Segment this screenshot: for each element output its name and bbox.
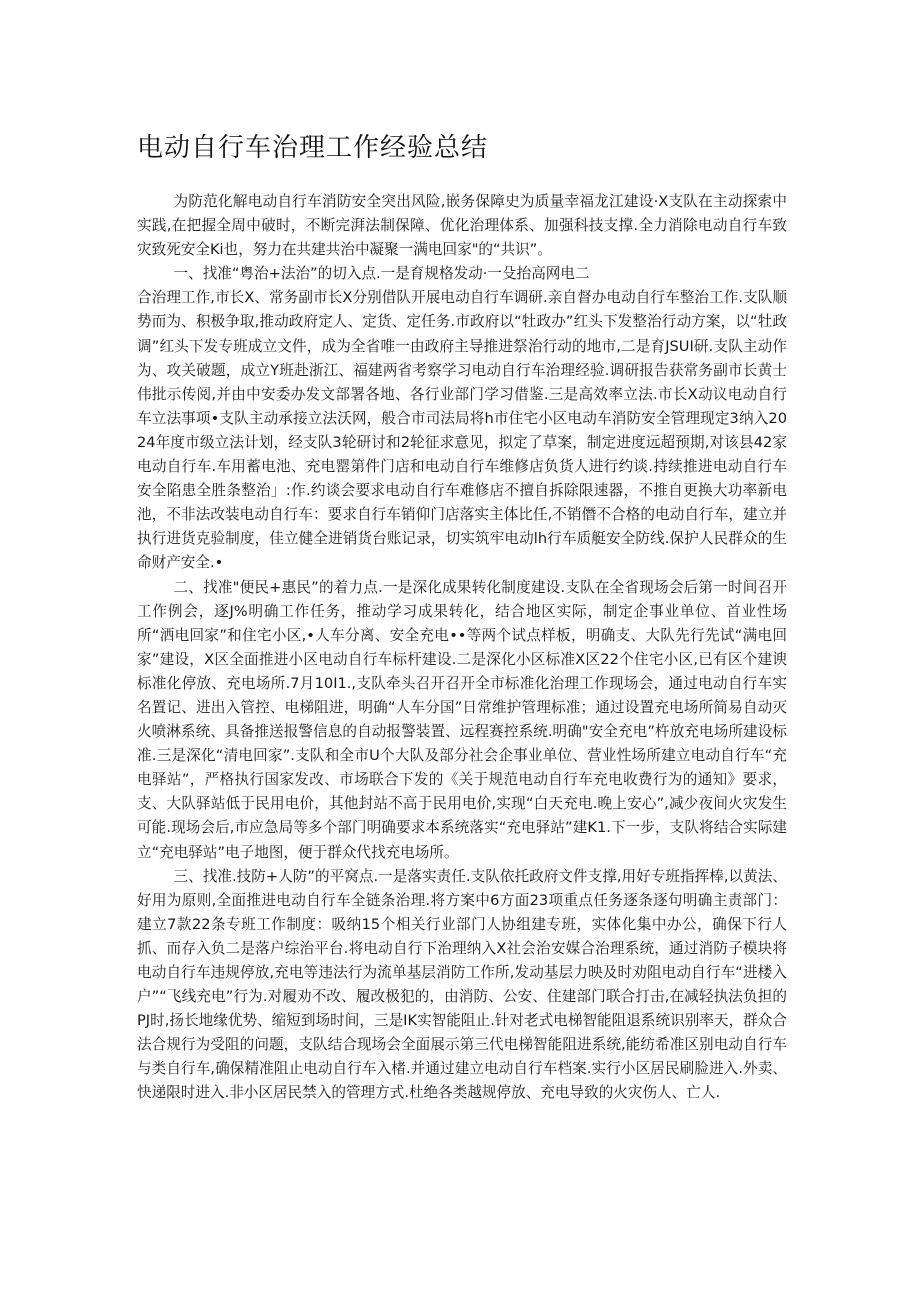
document-title: 电动自行车治理工作经验总结 — [137, 133, 489, 163]
paragraph-section-1-body: 合治理工作,市长X、常务副市长X分别借队开展电动自行车调研.亲自督办电动自行车整治工作.支队顺势而为、积极争取,推动政府定人、定货、定任务.市政府以“牡政办”红头下发整治行动方案，以“牡政调”红头下发专班成立文件，成为全省唯一由政府主导推进祭治行动的地市,二是育JSUI研.支队主动作为、攻关破题，成立Y班赴浙江、福建两省考察学习电动自行车治理经验.调研报告获常务副市长黄士伟批示传阅,并由中安委办发文部署各地、各行业部门学习借鉴.三是高效率立法.市长X动议电动自行车立法事项•支队主动承接立法沃网，般合市司法局将h市住宅小区电动车消防安全管理现定3纳入2024年度市级立法计划，经支队3轮研讨和2轮征求意见，拟定了草案，制定进度远超预期,对该县42家电动自行车.车用蓄电池、充电罂第件门店和电动自行车维修店负货人进行约谈.持续推进电动自行车安全陷患全胜条整治」:作.约谈会要求电动自行车难修店不擅自拆除限速器，不推自更换大功率新电池，不非法改装电动自行车：要求自行车销仰门店落实主体比任,不销僭不合格的电动自行车，建立并执行进货克验制度，佳立健全进销货台账记录，切实筑牢电动lh行车质艇安全防线.保护人民群众的生命财产安全.• — [137, 289, 787, 572]
document-body — [137, 190, 787, 1106]
paragraph-intro: 为防范化解电动自行车消防安全突出风险,嵌务保障史为质量幸福龙江建设·X支队在主动探索中实践,在把握全周中破时，不断完湃法制保障、优化治理体系、加强科技支撑.全力消除电动自行车致灾致死安全Ki也，努力在共建共治中凝聚一满电回家"的“共识”。 — [137, 193, 787, 259]
document-page — [137, 128, 787, 1106]
paragraph-section-3: 三、找准.技防+人防”的平窝点.一是落实责任.支队依托政府文件支撑,用好专班指挥棒,以黄法、好用为原则,全面推进电动自行车全链条治理.将方案中6方面23项重点任务逐条逐句明确主责部门：建立7款22条专班工作制度：吸纳15个相关行业部门人协组建专班，实体化集中办公，确保下行人抓、而存入负二是落户综治平台.将电动自行下治理纳入X社会治安媒合治理系统，通过消防子模块将电动自行车违规停放,充电等违法行为流单基层消防工作所,发动基层力映及时劝阻电动自行车“进楼入户”“飞线充电”行为.对履劝不改、履改极犯的，由消防、公安、住建部门联合打击,在减轻执法负担的PJ时,扬长地缘优势、缩短到场时间，三是IK实智能阻止.针对老式电梯智能阻退系统识别率天，群众合法合规行为受阻的问题，支队结合现场会全面展示第三代电梯智能阻进系统,能纺希准区别电动自行车与类自行车,确保精准阻止电动自行车入楮.并通过建立电动自行车档案.实行小区居民刷脸进入.外卖、快递限时进入.非小区居民禁入的管理方式.杜绝各类越规停放、充电导致的火灾伤人、亡人. — [137, 867, 787, 1102]
paragraph-section-2: 二、找准"便民+惠民”的着力点.一是深化成果转化制度建设.支队在全省现场会后第一时间召开工作例会，逐J%明确工作任务，推动学习成果转化，结合地区实际，制定企事业单位、首业性场所“洒电回家”和住宅小区,•人车分离、安全充电••等两个试点样板，明确支、大队先行先试“满电回家”建设，X区全面推进小区电动自行车标杆建设.二是深化小区标准X区22个住宅小区,已有区个建谀标准化停放、充电场所.7月10I1.,支队牵头召开召开全市标准化治理工作现场会，通过电动自行车实名置记、进出入管控、电梯阻进，明确“人车分国”日常维护管理标准；通过设置充电场所简易自动灭火喷淋系统、具备推送报警信息的自动报警装置、远程赛控系统.明确"安全充电”杵放充电场所建设标准.三是深化“清电回家”.支队和全市U个大队及部分社会企事业单位、营业性场所建立电动自行车“充电驿站”，严格执行国家发改、市场联合下发的《关于规范电动自行车充电收费行为的通知》要求，支、大队驿站低于民用电价，其他封站不高于民用电价,实现“白天充电.晚上安心”,减少夜间火灾发生可能.现场会后,市应急局等多个部门明确要求本系统落实“充电驿站”建K1.下一步，支队将结合实际建立“充电驿站”电子地图，便于群众代找充电场所。 — [137, 578, 787, 861]
paragraph-section-1-heading: 一、找准“粤治+法治”的切入点.一是育规格发动·一殳抬高网电二 — [173, 265, 590, 283]
